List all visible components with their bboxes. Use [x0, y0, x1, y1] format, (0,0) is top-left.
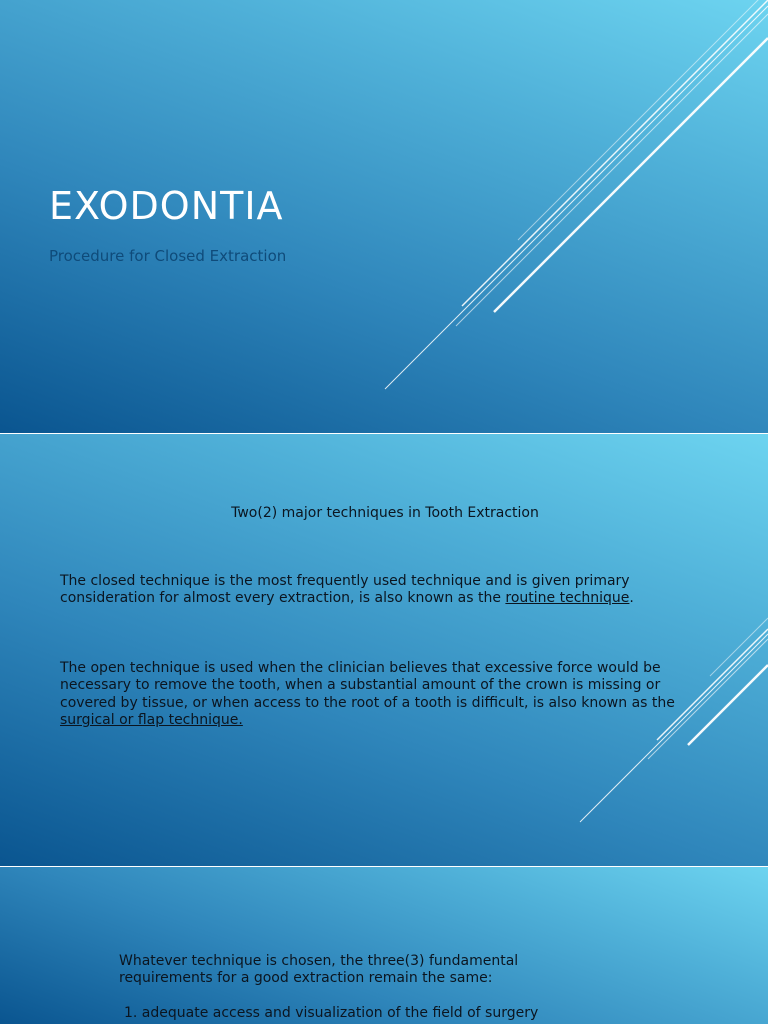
slide-techniques [0, 434, 768, 866]
deco-line [456, 14, 768, 326]
slide-requirements [0, 867, 768, 1024]
deco-line [385, 6, 768, 389]
requirements-list [124, 1004, 538, 1022]
deco-line [462, 0, 768, 306]
surgical-technique-term: surgical or flap technique. [60, 712, 243, 729]
decorative-lines [0, 434, 768, 866]
techniques-heading: Two(2) major techniques in Tooth Extraction [231, 505, 539, 521]
requirements-intro: Whatever technique is chosen, the three(3) fundamental requirements for a good extraction remain the same: [119, 953, 519, 987]
slide-title [0, 0, 768, 433]
closed-technique-paragraph [60, 573, 720, 608]
slide-subtitle: Procedure for Closed Extraction [49, 247, 287, 265]
list-item: 1. adequate access and visualization of the field of surgery [124, 1005, 539, 1021]
closed-technique-text: The closed technique is the most frequently used technique and is given primary consideration for almost every extraction, is also known as the [60, 573, 630, 607]
closed-technique-end: . [629, 590, 634, 607]
deco-line [494, 38, 768, 312]
slide-title-text: EXODONTIA [49, 184, 284, 228]
open-technique-text: The open technique is used when the clinician believes that excessive force would be necessary to remove the tooth, when a substantial amount of the crown is missing or covered by tissue, or when access to the root of a tooth is difficult, is also known as the [60, 660, 675, 711]
open-technique-paragraph [60, 660, 720, 730]
deco-line [518, 0, 768, 240]
routine-technique-term: routine technique [505, 590, 630, 607]
